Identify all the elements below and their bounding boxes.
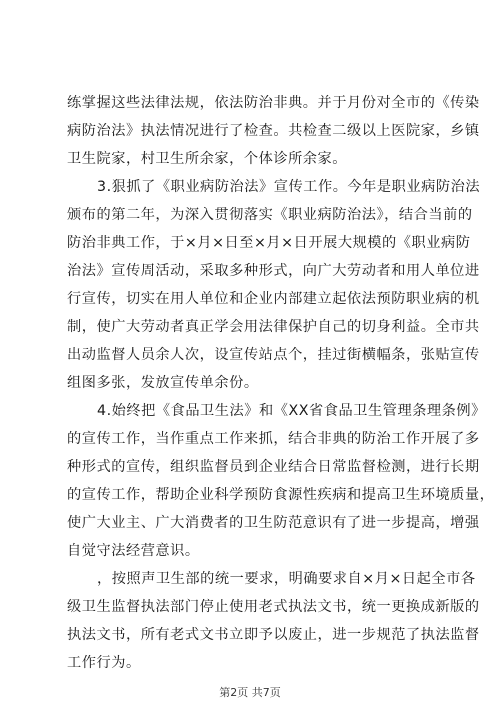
section-4-heading-line: 4.始终把《食品卫生法》和《XX省食品卫生管理条理条例》 bbox=[97, 403, 486, 419]
body-line-16: 使广大业主、广大消费者的卫生防范意识有了进一步提高，增强 bbox=[67, 515, 480, 531]
body-line-3: 卫生院家，村卫生所余家，个体诊所余家。 bbox=[67, 151, 348, 167]
body-line-13: 的宣传工作，当作重点工作来抓，结合非典的防治工作开展了多 bbox=[67, 431, 480, 447]
body-line-10: 出动监督人员余人次，设宣传站点个，挂过街横幅条，张贴宣传 bbox=[67, 347, 480, 363]
page-number-footer: 第2页 共7页 bbox=[219, 686, 281, 699]
body-line-11: 组图多张，发放宣传单余份。 bbox=[67, 375, 259, 391]
paragraph-5-first-line: ，按照声卫生部的统一要求，明确要求自×月×日起全市各 bbox=[97, 571, 476, 587]
body-line-7: 治法》宣传周活动，采取多种形式，向广大劳动者和用人单位进 bbox=[67, 263, 480, 279]
body-line-21: 工作行为。 bbox=[67, 655, 141, 671]
body-line-19: 级卫生监督执法部门停止使用老式执法文书，统一更换成新版的 bbox=[67, 599, 480, 615]
body-line-5: 颁布的第二年，为深入贯彻落实《职业病防治法》，结合当前的 bbox=[67, 207, 473, 223]
section-3-heading-line: 3.狠抓了《职业病防治法》宣传工作。今年是职业病防治法 bbox=[97, 179, 481, 195]
body-line-20: 执法文书，所有老式文书立即予以废止，进一步规范了执法监督 bbox=[67, 627, 480, 643]
body-line-14: 种形式的宣传，组织监督员到企业结合日常监督检测，进行长期 bbox=[67, 459, 480, 475]
body-line-6: 防治非典工作，于×月×日至×月×日开展大规模的《职业病防 bbox=[67, 235, 471, 251]
body-line-9: 制，使广大劳动者真正学会用法律保护自己的切身利益。全市共 bbox=[67, 319, 480, 335]
body-line-2: 病防治法》执法情况进行了检查。共检查二级以上医院家，乡镇 bbox=[67, 123, 480, 139]
body-line-8: 行宣传，切实在用人单位和企业内部建立起依法预防职业病的机 bbox=[67, 291, 480, 307]
body-line-15: 的宣传工作，帮助企业科学预防食源性疾病和提高卫生环境质量， bbox=[67, 487, 495, 503]
body-line-17: 自觉守法经营意识。 bbox=[67, 543, 200, 559]
body-line-1: 练掌握这些法律法规，依法防治非典。并于月份对全市的《传染 bbox=[67, 95, 480, 111]
